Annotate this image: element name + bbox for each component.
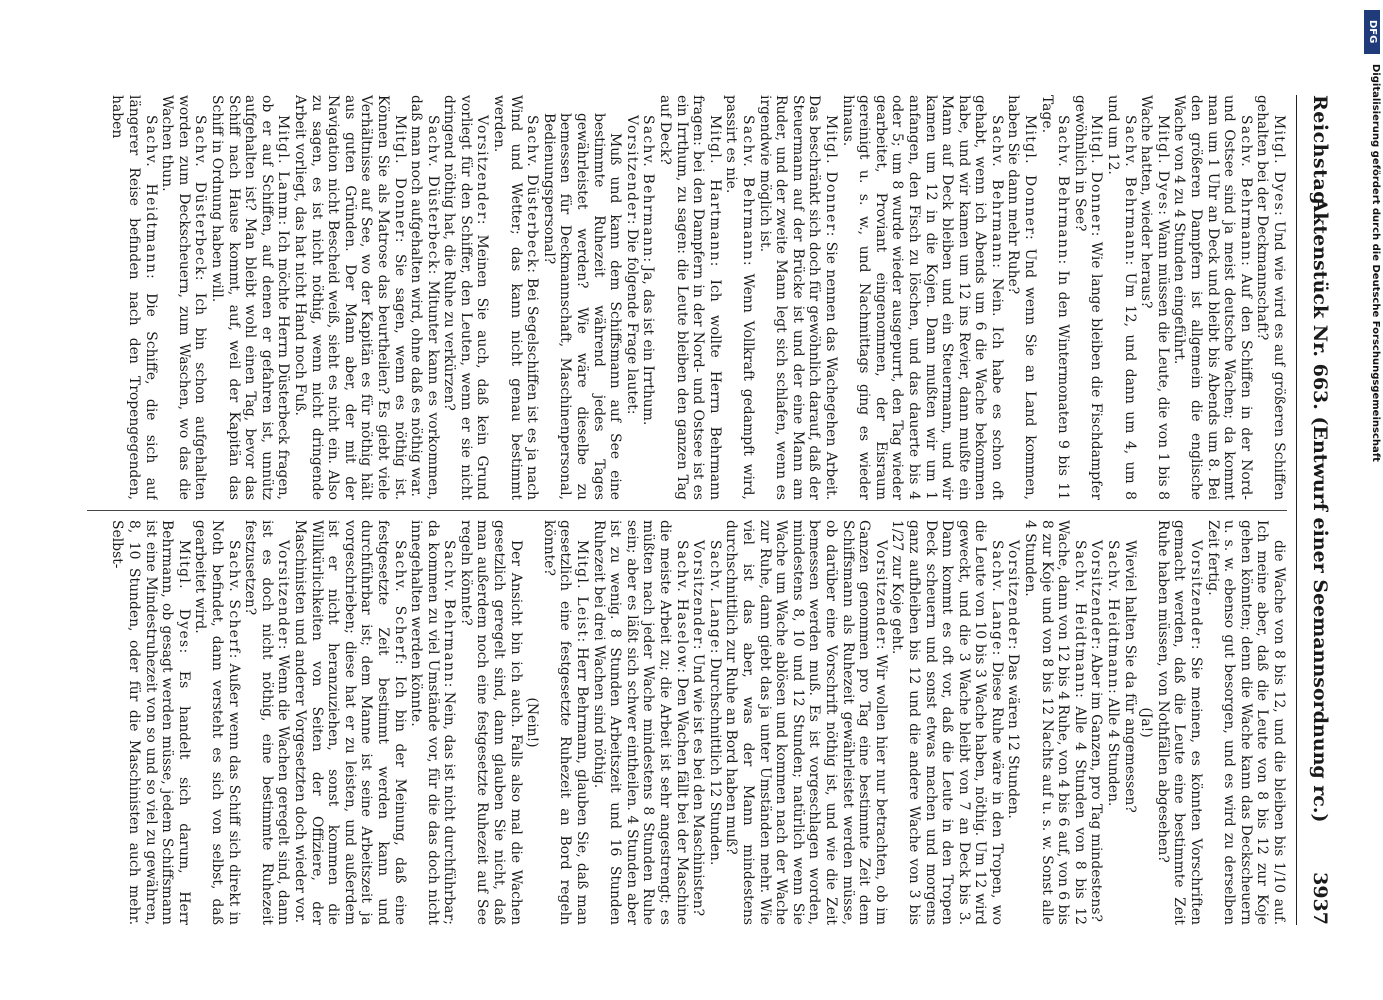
paragraph-text: : Meinen Sie auch, daß kein Grund vorliegt für den Schiffer, den Leuten, wenn er sie nicht dringend nöthig hat, die Ruhe zu verkürzen? — [441, 95, 491, 500]
paragraph-text: : Mitunter kann es vorkommen, daß man noch aufgehalten wird, ohne daß es nöthig war. — [408, 95, 441, 500]
speaker-name: Mitgl. Hartmann — [706, 115, 723, 262]
speaker-name: Mitgl. Dyes — [1271, 115, 1287, 212]
speaker-name: Sachv. Behrmann — [1237, 115, 1254, 262]
paragraph — [623, 95, 640, 500]
paragraph-text: : Ich wollte Herrn Behrmann fragen: bei den Dampfern in der Nord- und Ostsee ist es ein Irrthum, zu sagen: die Leute bleiben den ganzen Tag auf Deck? — [657, 95, 723, 500]
paragraph-text: : Wenn Vollkraft gedampft wird, passirt es nie. — [723, 95, 756, 500]
paragraph-text: : Den Wachen fällt bei der Maschine die meiste Arbeit zu; die Arbeit ist sehr angestrengt; es müßten nach jeder Wache mindestens 8 Stunden Ruhe sein; aber es läßt sich schwer eintheilen. 4 Stunden aber ist zu wenig. 8 Stunden Arbeitszeit und 16 Stunden Ruhezeit bei drei Wachen sind nöthig. — [590, 520, 690, 925]
paragraph-text: Muß und kann dem Schiffsmann auf See eine bestimmte Ruhezeit während jedes Tages gewährleistet werden? Wie wäre dieselbe zu bemessen für Deckmannschaft, Maschinenpersonal, Bedienungspersonal? — [540, 113, 624, 500]
paragraph-text: : In den Wintermonaten 9 bis 11 Tage. — [1038, 95, 1072, 500]
paragraph — [1022, 520, 1088, 925]
paragraph-text: : Das wären 12 Stunden. — [1005, 644, 1022, 819]
paragraph — [1088, 520, 1105, 925]
paragraph — [1005, 95, 1038, 500]
paragraph-text: : Herr Behrmann, glauben Sie, daß man gesetzlich eine festgesetzte Ruhezeit an Bord regeln könnte? — [540, 520, 591, 925]
speaker-name: Sachv. Heidtmann — [1105, 540, 1122, 689]
paragraph-text: : Aber im Ganzen, pro Tag mindestens? — [1088, 644, 1105, 922]
paragraph — [291, 95, 407, 500]
speaker-name: Vorsitzender — [474, 115, 491, 220]
paragraph — [889, 520, 1005, 925]
speaker-name: Vorsitzender — [872, 540, 889, 645]
paragraph — [408, 95, 441, 500]
paragraph-text: : Nein. Ich habe es schon oft gehabt, wenn ich Abends um 6 die Wache bekommen habe, und wir kamen um 12 ins Revier, dann mußte ein Mann auf Deck bleiben und ein Steuermann, und wir kamen um 12 in die Kojen. Dann mußten wir um 1 anfangen, den Fisch zu löschen, und das dauerte bis 4 oder 5; um 8 wurde wieder ausgepurrt, den Tag wieder gearbeitet, Proviant eingenommen, der Eisraum gereinigt u. s. w., und Nachmittags ging es wieder hinaus. — [839, 95, 1005, 500]
paragraph — [1104, 520, 1121, 925]
paragraph — [756, 95, 839, 500]
speaker-name: Mitgl. Donner — [822, 115, 839, 232]
paragraph — [457, 520, 523, 925]
column-divider — [87, 510, 1287, 511]
funding-note: Digitalisierung gefördert durch die Deutsche Forschungsgemeinschaft — [1370, 64, 1381, 462]
speaker-name: Mitgl. Donner — [391, 115, 408, 238]
speaker-name: Sachv. Behrmann — [988, 115, 1005, 264]
paragraph-text: : Wir wollen hier nur betrachten, ob im Ganzen genommen pro Tag eine bestimmte Zeit dem Schiffsmann als Ruhezeit gewährleistet werden müsse, ob darüber eine Vorschrift nöthig ist, und wie die Zeit bemessen werden muß. Es ist vorgeschlagen worden, mindestens 8, 10 und 12 Stunden; natürlich wenn Sie Wache um Wache ablösen und kommen nach der Wache zur Ruhe, dann giebt das ja unter Umständen mehr. Wie viel ist das aber, was der Mann mindestens durchschnittlich zur Ruhe an Bord haben muß? — [723, 520, 889, 925]
funding-sidebar — [1363, 6, 1381, 986]
header-left: Reichstag. — [1309, 95, 1331, 213]
paragraph-text: : Und wenn Sie an Land kommen, haben Sie dann mehr Ruhe? — [1005, 95, 1039, 500]
speaker-name: Sachv. Behrmann — [1055, 115, 1072, 260]
paragraph-text: Wieviel halten Sie da für angemessen? — [1121, 540, 1138, 813]
paragraph-text: : Die Schiffe, die sich auf längerer Reise befinden nach den Tropengegenden, haben — [109, 95, 159, 500]
paragraph — [208, 95, 291, 500]
paragraph-text: : Außer wenn das Schiff sich direkt in Noth befindet, dann versteht es sich von selbst, daß gearbeitet wird. — [192, 520, 242, 925]
speaker-name: Sachv. Behrmann — [1121, 115, 1138, 261]
speaker-name: Vorsitzender — [1188, 540, 1205, 645]
paragraph-text: : Es handelt sich darum, Herr Behrmann, ob gesagt werden müsse, jedem Schiffsmann ist eine Mindestruhezeit von so und so viel zu gewähren, 8, 10 Stunden, oder für die Maschinisten auch mehr. Selbst- — [109, 520, 192, 925]
paragraph-text: : Bei Segelschiffen ist es ja nach Wind und Wetter; das kann nicht genau bestimmt werden. — [491, 95, 541, 500]
paragraph-text: die Wache von 8 bis 12, und die bleiben bis 1/10 auf. Ich meine aber, daß die Leute von 8 bis 12 zur Koje gehen könnten; denn die Wache kann das Deckscheuern u. s. w. ebenso gut besorgen, und es wird zu derselben Zeit fertig. — [1204, 520, 1287, 925]
speaker-name: Mitgl. Dyes — [1154, 115, 1171, 211]
paragraph — [408, 520, 458, 925]
paragraph — [706, 520, 723, 925]
paragraph-text: : Alle 4 Stunden. — [1105, 688, 1122, 807]
paragraph — [192, 520, 242, 925]
speaker-name: Sachv. Heidtmann — [142, 115, 159, 274]
paragraph-text: : Auf den Schiffen in der Nord- und Ostsee sind ja meist deutsche Wachen; da kommt man um 1 Uhr an Deck und bleibt bis Abends um 8. Bei den größeren Dampfern ist allgemein die englische Wache von 4 zu 4 Stunden eingeführt. — [1171, 95, 1254, 500]
speaker-name: Sachv. Behrmann — [640, 115, 657, 258]
speaker-name: Sachv. Heidtmann — [1071, 540, 1088, 694]
paragraph — [1154, 520, 1204, 925]
paragraph-text: : Sie sagen, wenn es nöthig ist. Können Sie als Matrose das beurtheilen? Es giebt viele Verhältnisse auf See, wo der Kapitän es für nöthig hält aus guten Gründen. Der Mann aber, der mit der Navigation nicht Bescheid weiß, sieht es nicht ein. Also zu sagen, es ist nicht nöthig, wenn nicht dringende Arbeit vorliegt, das hat nicht Hand noch Fuß. — [291, 95, 408, 500]
paragraph-text: : Ich bin schon aufgehalten worden zum Deckscheuern, zum Waschen, wo das die Wachen thun. — [159, 95, 209, 500]
dfg-logo: DFG — [1364, 10, 1380, 54]
paragraph — [1104, 95, 1137, 500]
speaker-name: Mitgl. Leist — [574, 540, 591, 638]
paragraph — [839, 95, 1005, 500]
paragraph — [1254, 95, 1287, 500]
paragraph — [1121, 520, 1138, 925]
paragraph — [159, 95, 209, 500]
speaker-name: Sachv. Lange — [988, 540, 1005, 651]
paragraph — [1171, 95, 1254, 500]
paragraph-text: : Sie meinen, es könnten Vorschriften gemacht werden, daß die Leute eine bestimmte Zeit Ruhe haben müssen, von Nothfällen abgesehen? — [1154, 520, 1205, 925]
paragraph-text: : Und wie ist es bei den Maschinisten? — [690, 644, 707, 917]
paragraph — [109, 520, 192, 925]
speaker-name: Vorsitzender — [1005, 540, 1022, 645]
speaker-name: Mitgl. Lamm — [275, 115, 292, 221]
speaker-name: Sachv. Düsterbeck — [524, 115, 541, 269]
paragraph-text: : Und wie wird es auf größeren Schiffen gehalten bei der Deckmannschaft? — [1254, 95, 1287, 500]
paragraph-text: : Um 12, und dann um 4, um 8 und um 12. — [1105, 95, 1138, 500]
speaker-name: Mitgl. Donner — [1022, 115, 1039, 236]
paragraph-text: : Sie nennen das Wachegehen Arbeit. Das beschränkt sich doch für gewöhnlich darauf, daß der Steuermann auf der Brücke ist und der eine Mann am Ruder, und der zweite Mann legt sich schlafen, wenn es irgendwie möglich ist. — [756, 95, 839, 500]
speaker-name: Vorsitzender — [623, 115, 640, 220]
speaker-name: Vorsitzender — [690, 540, 707, 645]
paragraph-text: : Ja, das ist ein Irrthum. — [640, 257, 657, 426]
paragraph — [1071, 95, 1104, 500]
speaker-name: Sachv. Scherf — [225, 540, 242, 654]
paragraph — [723, 95, 756, 500]
paragraph — [524, 520, 541, 925]
paragraph-text: : Wann müssen die Leute, die von 1 bis 8 Wache hatten, wieder heraus? — [1138, 95, 1171, 500]
speaker-name: Mitgl. Dyes — [175, 540, 192, 649]
paragraph-text: : Diese Ruhe wäre in den Tropen, wo die Leute von 10 bis 3 Wache haben, nöthig. Um 12 wird geweckt, und die 3 Wache bleibt von 7 an Deck bis 3. Dann kommt es oft vor, daß die Leute in den Tropen Deck scheuern und sonst etwas machen und morgens ganz aufbleiben bis 12 und die andere Wache von 3 bis 1/27 zur Koje geht. — [889, 520, 1005, 925]
text-column-right — [77, 520, 1287, 925]
paragraph-text: : Die folgende Frage lautet: — [623, 219, 640, 415]
paragraph — [242, 520, 292, 925]
speaker-name: Sachv. Düsterbeck — [424, 115, 441, 270]
paragraph — [656, 95, 722, 500]
paragraph — [1204, 520, 1287, 925]
header-title: Aktenstück Nr. 663. (Entwurf einer Seemannsordnung rc.) — [1309, 197, 1331, 823]
speaker-name: Sachv. Behrmann — [740, 115, 756, 261]
paragraph — [1038, 95, 1071, 500]
paragraph — [441, 95, 491, 500]
text-column-left — [77, 95, 1287, 500]
speaker-name: Sachv. Scherf — [391, 540, 408, 660]
paragraph-text: : Wie lange bleiben die Fischdampfer gewöhnlich in See? — [1071, 95, 1105, 500]
speaker-name: Sachv. Lange — [706, 540, 723, 649]
paragraph-text: : Durchschnittlich 12 Stunden. — [706, 648, 723, 866]
paragraph-text: : Ich möchte Herrn Düsterbeck fragen, ob er auf Schiffen, auf denen er gefahren ist, unnütz aufgehalten ist? Man bleibt wohl einen Tag, bevor das Schiff nach Hause kommt, auf, weil der Kapitän das Schiff in Ordnung haben will. — [209, 95, 292, 500]
paragraph — [109, 95, 159, 500]
speaker-name: Vorsitzender — [1088, 540, 1105, 645]
paragraph-text: (Nein!) — [524, 697, 541, 748]
paragraph-text: Der Ansicht bin ich auch. Falls also mal die Wachen gesetzlich geregelt sind, dann glauben Sie nicht, daß man außerdem noch eine festgesetzte Ruhezeit auf See regeln könnte? — [457, 520, 524, 925]
paragraph — [291, 520, 407, 925]
speaker-name: Sachv. Düsterbeck — [192, 115, 209, 276]
paragraph — [1005, 520, 1022, 925]
paragraph — [540, 95, 623, 500]
paragraph-text: : Alle 4 Stunden von 8 bis 12 Wache, dann von 12 bis 4 Ruhe, von 4 bis 6 auf, von 6 bis 8 zur Koje und von 8 bis 12 Nachts auf u. s. w. Sonst alle 4 Stunden. — [1022, 520, 1088, 925]
paragraph-text: : Wenn die Wachen geregelt sind, dann ist es doch nicht nöthig, eine bestimmte Ruhezeit festzusetzen? — [242, 520, 292, 925]
speaker-name: Sachv. Behrmann — [441, 540, 458, 683]
paragraph-text: : Ich bin der Meinung, daß eine festgesetzte Zeit bestimmt werden kann und durchführbar ist; dem Manne ist seine Arbeitszeit ja vorgeschrieben; diese hat er zu leisten, und außerdem ist er nicht heranzuziehen, sonst kommen die Willkürlichkeiten von Seiten der Offiziere, der Maschinisten und anderer Vorgesetzten doch wieder vor. — [291, 520, 408, 925]
paragraph — [1138, 520, 1155, 925]
page-number: 3937 — [1309, 872, 1331, 925]
paragraph — [1138, 95, 1171, 500]
paragraph — [690, 520, 707, 925]
paragraph — [590, 520, 690, 925]
speaker-name: Mitgl. Donner — [1088, 115, 1105, 232]
paragraph — [540, 520, 590, 925]
speaker-name: Vorsitzender — [275, 540, 292, 645]
paragraph — [491, 95, 541, 500]
paragraph — [640, 95, 657, 500]
page-header — [1296, 95, 1333, 925]
speaker-name: Sachv. Haselow — [673, 540, 690, 669]
paragraph — [723, 520, 889, 925]
paragraph-text: (Ja!) — [1138, 707, 1155, 738]
paragraph-text: : Nein, das ist nicht durchführbar; da kommen zu viel Umstände vor, für die das doch nicht innegehalten werden könnte. — [408, 520, 458, 925]
